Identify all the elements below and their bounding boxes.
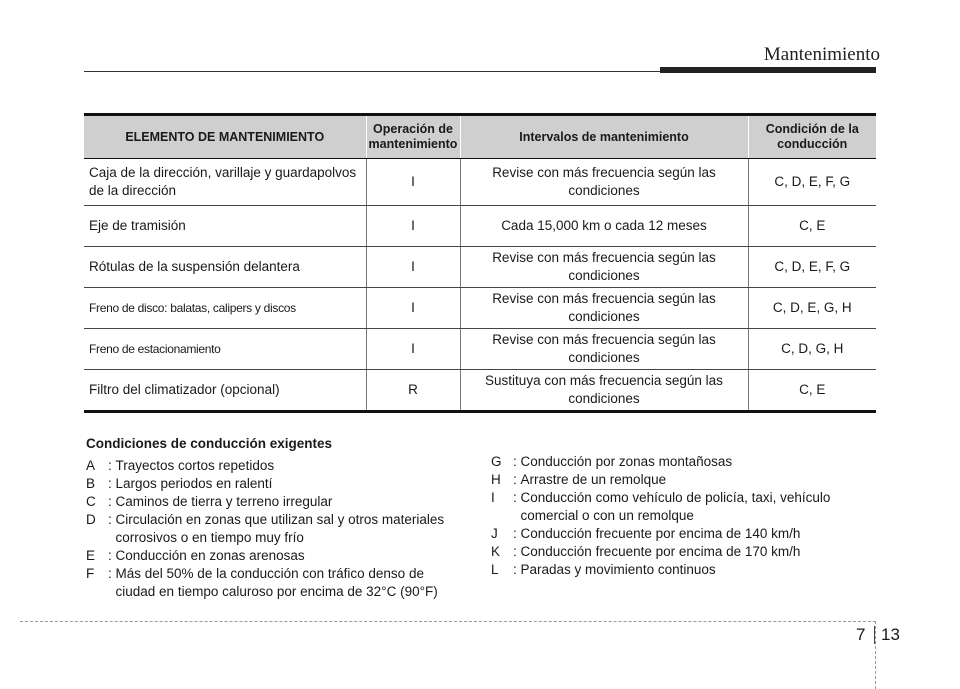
interval-cell: Cada 15,000 km o cada 12 meses: [460, 206, 748, 247]
table-row: [84, 370, 876, 412]
table-row: [84, 159, 876, 206]
conditions-cell: C, D, E, F, G: [748, 247, 876, 288]
item-cell: Caja de la dirección, varillaje y guardapolvos de la dirección: [84, 159, 366, 206]
condition-key: H: [491, 472, 501, 487]
condition-text: Trayectos cortos repetidos: [115, 458, 275, 473]
notes-title: Condiciones de conducción exigentes: [86, 436, 333, 451]
list-item: G : Conducción por zonas montañosas: [491, 453, 876, 471]
operation-cell: I: [366, 288, 460, 329]
item-cell: Filtro del climatizador (opcional): [84, 370, 366, 412]
list-item: E : Conducción en zonas arenosas: [86, 547, 466, 565]
table-header-row: [84, 115, 876, 159]
operation-cell: R: [366, 370, 460, 412]
interval-cell: Revise con más frecuencia según las condiciones: [460, 159, 748, 206]
conditions-cell: C, E: [748, 370, 876, 412]
conditions-list-left: [86, 457, 466, 601]
condition-key: D: [86, 512, 96, 527]
operation-cell: I: [366, 247, 460, 288]
footer-vertical-rule: [875, 621, 876, 689]
condition-text: Arrastre de un remolque: [520, 472, 667, 487]
condition-key: F: [86, 566, 95, 581]
item-cell: Freno de estacionamiento: [84, 329, 366, 370]
condition-text: Largos periodos en ralentí: [115, 476, 273, 491]
column-header-item: ELEMENTO DE MANTENIMIENTO: [84, 115, 366, 159]
list-item: J : Conducción frecuente por encima de 140 km/h: [491, 525, 876, 543]
interval-cell: Revise con más frecuencia según las condiciones: [460, 247, 748, 288]
chapter-number: 7: [856, 625, 866, 644]
condition-text: Más del 50% de la conducción con tráfico denso de ciudad en tiempo caluroso por encima de 32°C (90°F): [115, 566, 438, 599]
condition-key: C: [86, 494, 96, 509]
condition-key: L: [491, 562, 499, 577]
condition-key: A: [86, 458, 96, 473]
table-row: [84, 206, 876, 247]
column-header-interval: Intervalos de mantenimiento: [460, 115, 748, 159]
conditions-cell: C, D, E, F, G: [748, 159, 876, 206]
table-row: [84, 329, 876, 370]
condition-text: Conducción como vehículo de policía, taxi, vehículo comercial o con un remolque: [520, 490, 831, 523]
column-header-operation: Operación de mantenimiento: [366, 115, 460, 159]
list-item: H : Arrastre de un remolque: [491, 471, 876, 489]
item-cell: Rótulas de la suspensión delantera: [84, 247, 366, 288]
condition-text: Conducción frecuente por encima de 140 km/h: [520, 526, 801, 541]
footer-rule: [20, 621, 876, 622]
condition-key: E: [86, 548, 96, 563]
condition-text: Caminos de tierra y terreno irregular: [115, 494, 333, 509]
header-rule-accent: [660, 67, 876, 73]
interval-cell: Revise con más frecuencia según las condiciones: [460, 288, 748, 329]
condition-text: Conducción frecuente por encima de 170 km/h: [520, 544, 801, 559]
column-header-conditions: Condición de la conducción: [748, 115, 876, 159]
condition-text: Circulación en zonas que utilizan sal y otros materiales corrosivos o en tiempo muy frío: [115, 512, 445, 545]
operation-cell: I: [366, 206, 460, 247]
condition-key: J: [491, 526, 498, 541]
operation-cell: I: [366, 329, 460, 370]
maintenance-table: [84, 113, 876, 413]
section-title: Mantenimiento: [763, 44, 880, 65]
item-cell: Freno de disco: balatas, calipers y discos: [84, 288, 366, 329]
conditions-list-right: [491, 453, 876, 579]
condition-text: Conducción por zonas montañosas: [520, 454, 733, 469]
page-number-divider: [874, 626, 875, 644]
list-item: F : Más del 50% de la conducción con tráfico denso de ciudad en tiempo caluroso por encima de 32°C (90°F): [86, 565, 466, 601]
interval-cell: Sustituya con más frecuencia según las condiciones: [460, 370, 748, 412]
page-number: 13: [881, 625, 900, 644]
operation-cell: I: [366, 159, 460, 206]
condition-key: I: [491, 490, 495, 505]
conditions-cell: C, E: [748, 206, 876, 247]
condition-key: B: [86, 476, 96, 491]
list-item: C : Caminos de tierra y terreno irregular: [86, 493, 466, 511]
header-rule: [84, 71, 660, 72]
condition-key: K: [491, 544, 501, 559]
condition-text: Paradas y movimiento continuos: [520, 562, 716, 577]
interval-cell: Revise con más frecuencia según las condiciones: [460, 329, 748, 370]
table-row: [84, 288, 876, 329]
list-item: K : Conducción frecuente por encima de 170 km/h: [491, 543, 876, 561]
list-item: D : Circulación en zonas que utilizan sal y otros materiales corrosivos o en tiempo muy frío: [86, 511, 466, 547]
conditions-cell: C, D, G, H: [748, 329, 876, 370]
table-row: [84, 247, 876, 288]
list-item: A : Trayectos cortos repetidos: [86, 457, 466, 475]
condition-text: Conducción en zonas arenosas: [115, 548, 305, 563]
conditions-cell: C, D, E, G, H: [748, 288, 876, 329]
list-item: B : Largos periodos en ralentí: [86, 475, 466, 493]
item-cell: Eje de tramisión: [84, 206, 366, 247]
list-item: L : Paradas y movimiento continuos: [491, 561, 876, 579]
condition-key: G: [491, 454, 502, 469]
list-item: I : Conducción como vehículo de policía, taxi, vehículo comercial o con un remolque: [491, 489, 876, 525]
